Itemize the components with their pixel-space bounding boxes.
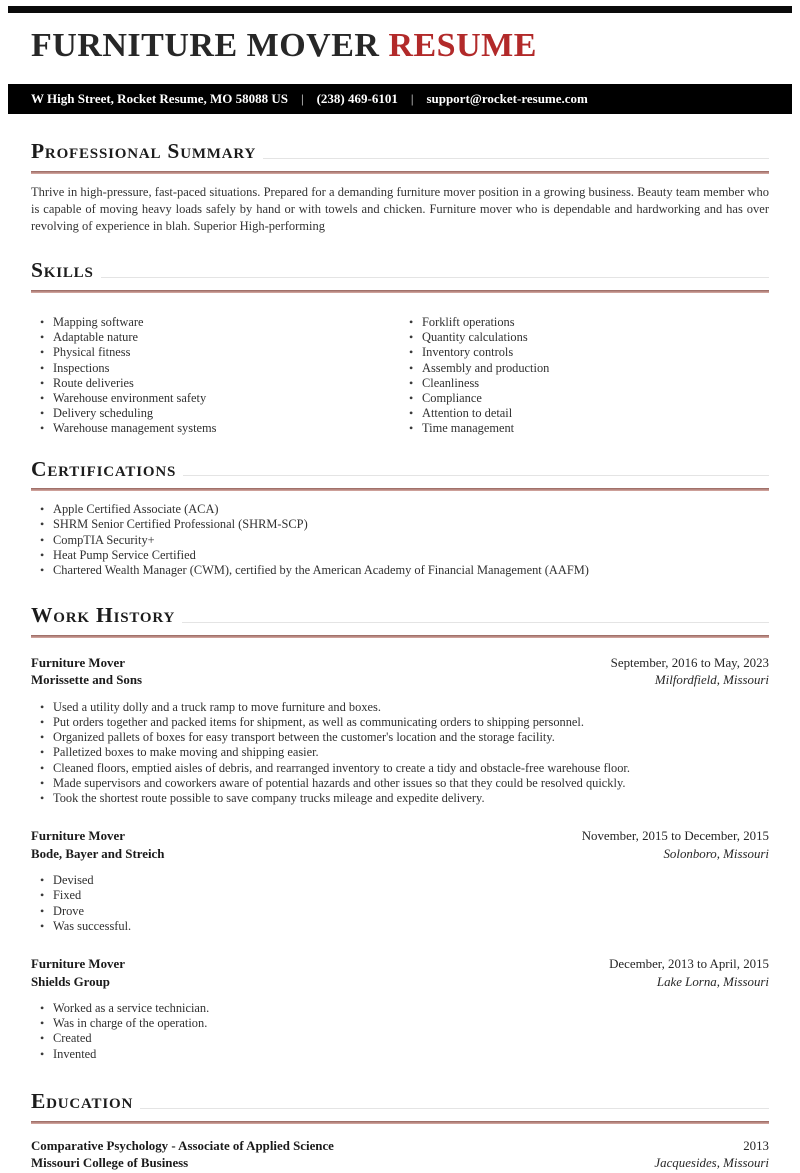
job-bullet: • Created (31, 1031, 769, 1046)
job-company: Morissette and Sons (31, 673, 143, 688)
job-location: Solonboro, Missouri (663, 846, 769, 861)
skills-column-right (400, 304, 769, 437)
work-history-heading: Work History (31, 603, 176, 628)
education-degree: Comparative Psychology - Associate of Applied Science (31, 1138, 334, 1153)
heading-tail-rule (183, 475, 769, 476)
skill-item: • Route deliveries (31, 376, 400, 391)
summary-heading: Professional Summary (31, 139, 257, 163)
skill-item: • Cleanliness (400, 376, 769, 391)
job-dates: December, 2013 to April, 2015 (609, 957, 769, 972)
page-title (31, 29, 769, 63)
section-skills (31, 259, 769, 436)
job-bullet: • Took the shortest route possible to save company trucks mileage and expedite delivery. (31, 791, 769, 806)
title-accent: RESUME (388, 27, 537, 64)
job-entry (31, 828, 769, 934)
job-dates: November, 2015 to December, 2015 (581, 829, 769, 844)
certification-item: • SHRM Senior Certified Professional (SHRM-SCP) (31, 517, 769, 532)
job-bullet: • Worked as a service technician. (31, 1001, 769, 1016)
skills-column-left (31, 304, 400, 437)
job-bullet: • Drove (31, 904, 769, 919)
skill-item: • Inventory controls (400, 345, 769, 360)
job-bullet: • Devised (31, 873, 769, 888)
job-bullet: • Palletized boxes to make moving and shipping easier. (31, 745, 769, 760)
skill-item: • Physical fitness (31, 345, 400, 360)
section-rule (31, 1121, 769, 1124)
job-dates: September, 2016 to May, 2023 (610, 655, 769, 670)
section-rule (31, 488, 769, 491)
job-bullet: • Was successful. (31, 919, 769, 934)
certifications-heading: Certifications (31, 456, 177, 481)
section-certifications (31, 458, 769, 579)
job-bullet: • Was in charge of the operation. (31, 1016, 769, 1031)
skill-item: • Assembly and production (400, 361, 769, 376)
contact-separator: | (410, 91, 414, 106)
job-title: Furniture Mover (31, 957, 125, 972)
section-education (31, 1090, 769, 1173)
heading-tail-rule (182, 622, 769, 623)
certification-item: • CompTIA Security+ (31, 533, 769, 548)
summary-text: Thrive in high-pressure, fast-paced situations. Prepared for a demanding furniture mover position in a growing business. Beauty team member who is capable of moving heavy loads safely by hand or with towels and chicken. Furniture mover who is dependable and hardworking and has over revolving of experience in blah. Superior High-performing (31, 184, 769, 234)
skill-item: • Inspections (31, 361, 400, 376)
contact-bar (8, 84, 792, 114)
education-location: Jacquesides, Missouri (654, 1156, 769, 1170)
section-professional-summary (31, 140, 769, 235)
contact-email: support@rocket-resume.com (426, 91, 588, 106)
certification-item: • Heat Pump Service Certified (31, 548, 769, 563)
contact-address: W High Street, Rocket Resume, MO 58088 US (31, 91, 288, 106)
skill-item: • Time management (400, 421, 769, 436)
skill-item: • Attention to detail (400, 406, 769, 421)
job-location: Lake Lorna, Missouri (656, 974, 769, 989)
job-location: Milfordfield, Missouri (654, 673, 769, 688)
skill-item: • Quantity calculations (400, 330, 769, 345)
skill-item: • Mapping software (31, 315, 400, 330)
job-bullet: • Organized pallets of boxes for easy transport between the customer's location and the storage facility. (31, 730, 769, 745)
skill-item: • Warehouse environment safety (31, 391, 400, 406)
heading-tail-rule (263, 158, 769, 159)
education-school: Missouri College of Business (31, 1156, 189, 1170)
job-bullet: • Cleaned floors, emptied aisles of debris, and rearranged inventory to create a tidy and obstacle-free warehouse floor. (31, 761, 769, 776)
education-year: 2013 (743, 1138, 769, 1153)
skill-item: • Adaptable nature (31, 330, 400, 345)
certification-item: • Apple Certified Associate (ACA) (31, 502, 769, 517)
job-company: Bode, Bayer and Streich (31, 846, 165, 861)
certification-item: • Chartered Wealth Manager (CWM), certified by the American Academy of Financial Management (AAFM) (31, 563, 769, 578)
top-black-rule (8, 6, 792, 13)
contact-phone: (238) 469-6101 (316, 91, 398, 106)
heading-tail-rule (140, 1108, 769, 1109)
skill-item: • Forklift operations (400, 315, 769, 330)
job-bullet: • Fixed (31, 888, 769, 903)
heading-tail-rule (101, 277, 769, 278)
education-entry (31, 1138, 769, 1173)
job-entry (31, 655, 769, 806)
contact-separator: | (300, 91, 304, 106)
skill-item: • Delivery scheduling (31, 406, 400, 421)
section-rule (31, 635, 769, 638)
title-primary: FURNITURE MOVER (31, 27, 389, 64)
job-bullet: • Used a utility dolly and a truck ramp to move furniture and boxes. (31, 700, 769, 715)
job-bullet: • Invented (31, 1047, 769, 1062)
skill-item: • Warehouse management systems (31, 421, 400, 436)
skills-heading: Skills (31, 258, 94, 283)
education-heading: Education (31, 1088, 134, 1113)
section-work-history (31, 604, 769, 1062)
job-company: Shields Group (31, 974, 110, 989)
job-title: Furniture Mover (31, 655, 125, 670)
job-bullet: • Made supervisors and coworkers aware of potential hazards and other issues so that they could be resolved quickly. (31, 776, 769, 791)
skill-item: • Compliance (400, 391, 769, 406)
resume-body (0, 140, 800, 1173)
section-rule (31, 290, 769, 293)
job-entry (31, 956, 769, 1062)
section-rule (31, 171, 769, 174)
job-title: Furniture Mover (31, 829, 125, 844)
job-bullet: • Put orders together and packed items for shipment, as well as communicating orders to shipping personnel. (31, 715, 769, 730)
